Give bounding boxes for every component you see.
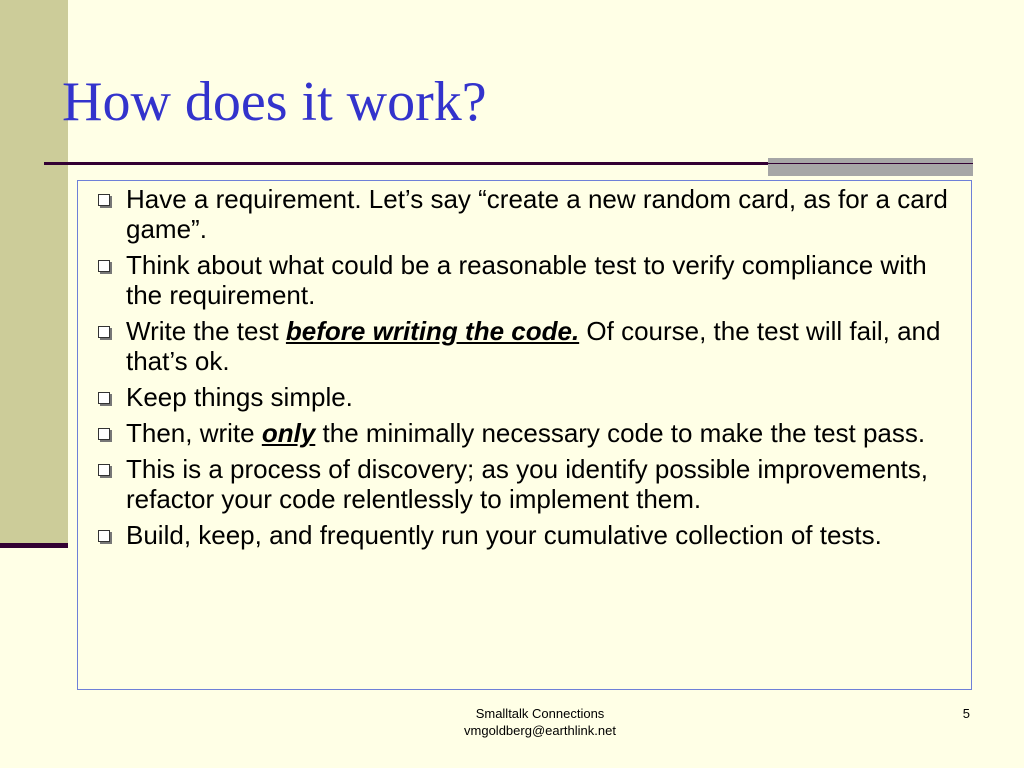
bullet-item xyxy=(94,250,956,310)
slide-title: How does it work? xyxy=(62,71,487,133)
left-decorative-band xyxy=(0,0,68,544)
square-bullet-icon xyxy=(98,260,110,272)
bullet-text: Have a requirement. Let’s say “create a new random card, as for a card game”. xyxy=(126,184,948,244)
bullet-text: Think about what could be a reasonable test to verify compliance with the requirement. xyxy=(126,250,927,310)
bullet-emphasis: only xyxy=(261,418,316,448)
content-box xyxy=(77,180,972,690)
bullet-text: Keep things simple. xyxy=(126,382,353,412)
square-bullet-icon xyxy=(98,326,110,338)
title-accent-bar xyxy=(768,158,973,176)
bullet-item xyxy=(94,184,956,244)
bullet-text: Write the test xyxy=(126,316,286,346)
bullet-emphasis: before writing the code. xyxy=(285,316,580,346)
bullet-item xyxy=(94,454,956,514)
square-bullet-icon xyxy=(98,194,110,206)
bullet-text: Build, keep, and frequently run your cumulative collection of tests. xyxy=(126,520,882,550)
square-bullet-icon xyxy=(98,428,110,440)
bullet-text: Then, write xyxy=(126,418,262,448)
bullet-list xyxy=(94,184,956,556)
footer xyxy=(440,705,640,739)
bullet-text: This is a process of discovery; as you identify possible improvements, refactor your code relentlessly to implement them. xyxy=(126,454,929,514)
left-decorative-rule xyxy=(0,543,68,548)
bullet-item xyxy=(94,316,956,376)
page-number: 5 xyxy=(962,706,970,721)
square-bullet-icon xyxy=(98,464,110,476)
bullet-item xyxy=(94,382,956,412)
bullet-text: the minimally necessary code to make the test pass. xyxy=(315,418,926,448)
footer-title: Smalltalk Connections xyxy=(475,706,605,721)
square-bullet-icon xyxy=(98,530,110,542)
bullet-text: Of course, the test will fail, and that’s ok. xyxy=(126,316,941,376)
footer-email: vmgoldberg@earthlink.net xyxy=(464,723,616,738)
square-bullet-icon xyxy=(98,392,110,404)
title-underline-rule-thin xyxy=(768,163,973,164)
bullet-item xyxy=(94,520,956,550)
title-underline-rule xyxy=(44,162,768,165)
bullet-item xyxy=(94,418,956,448)
